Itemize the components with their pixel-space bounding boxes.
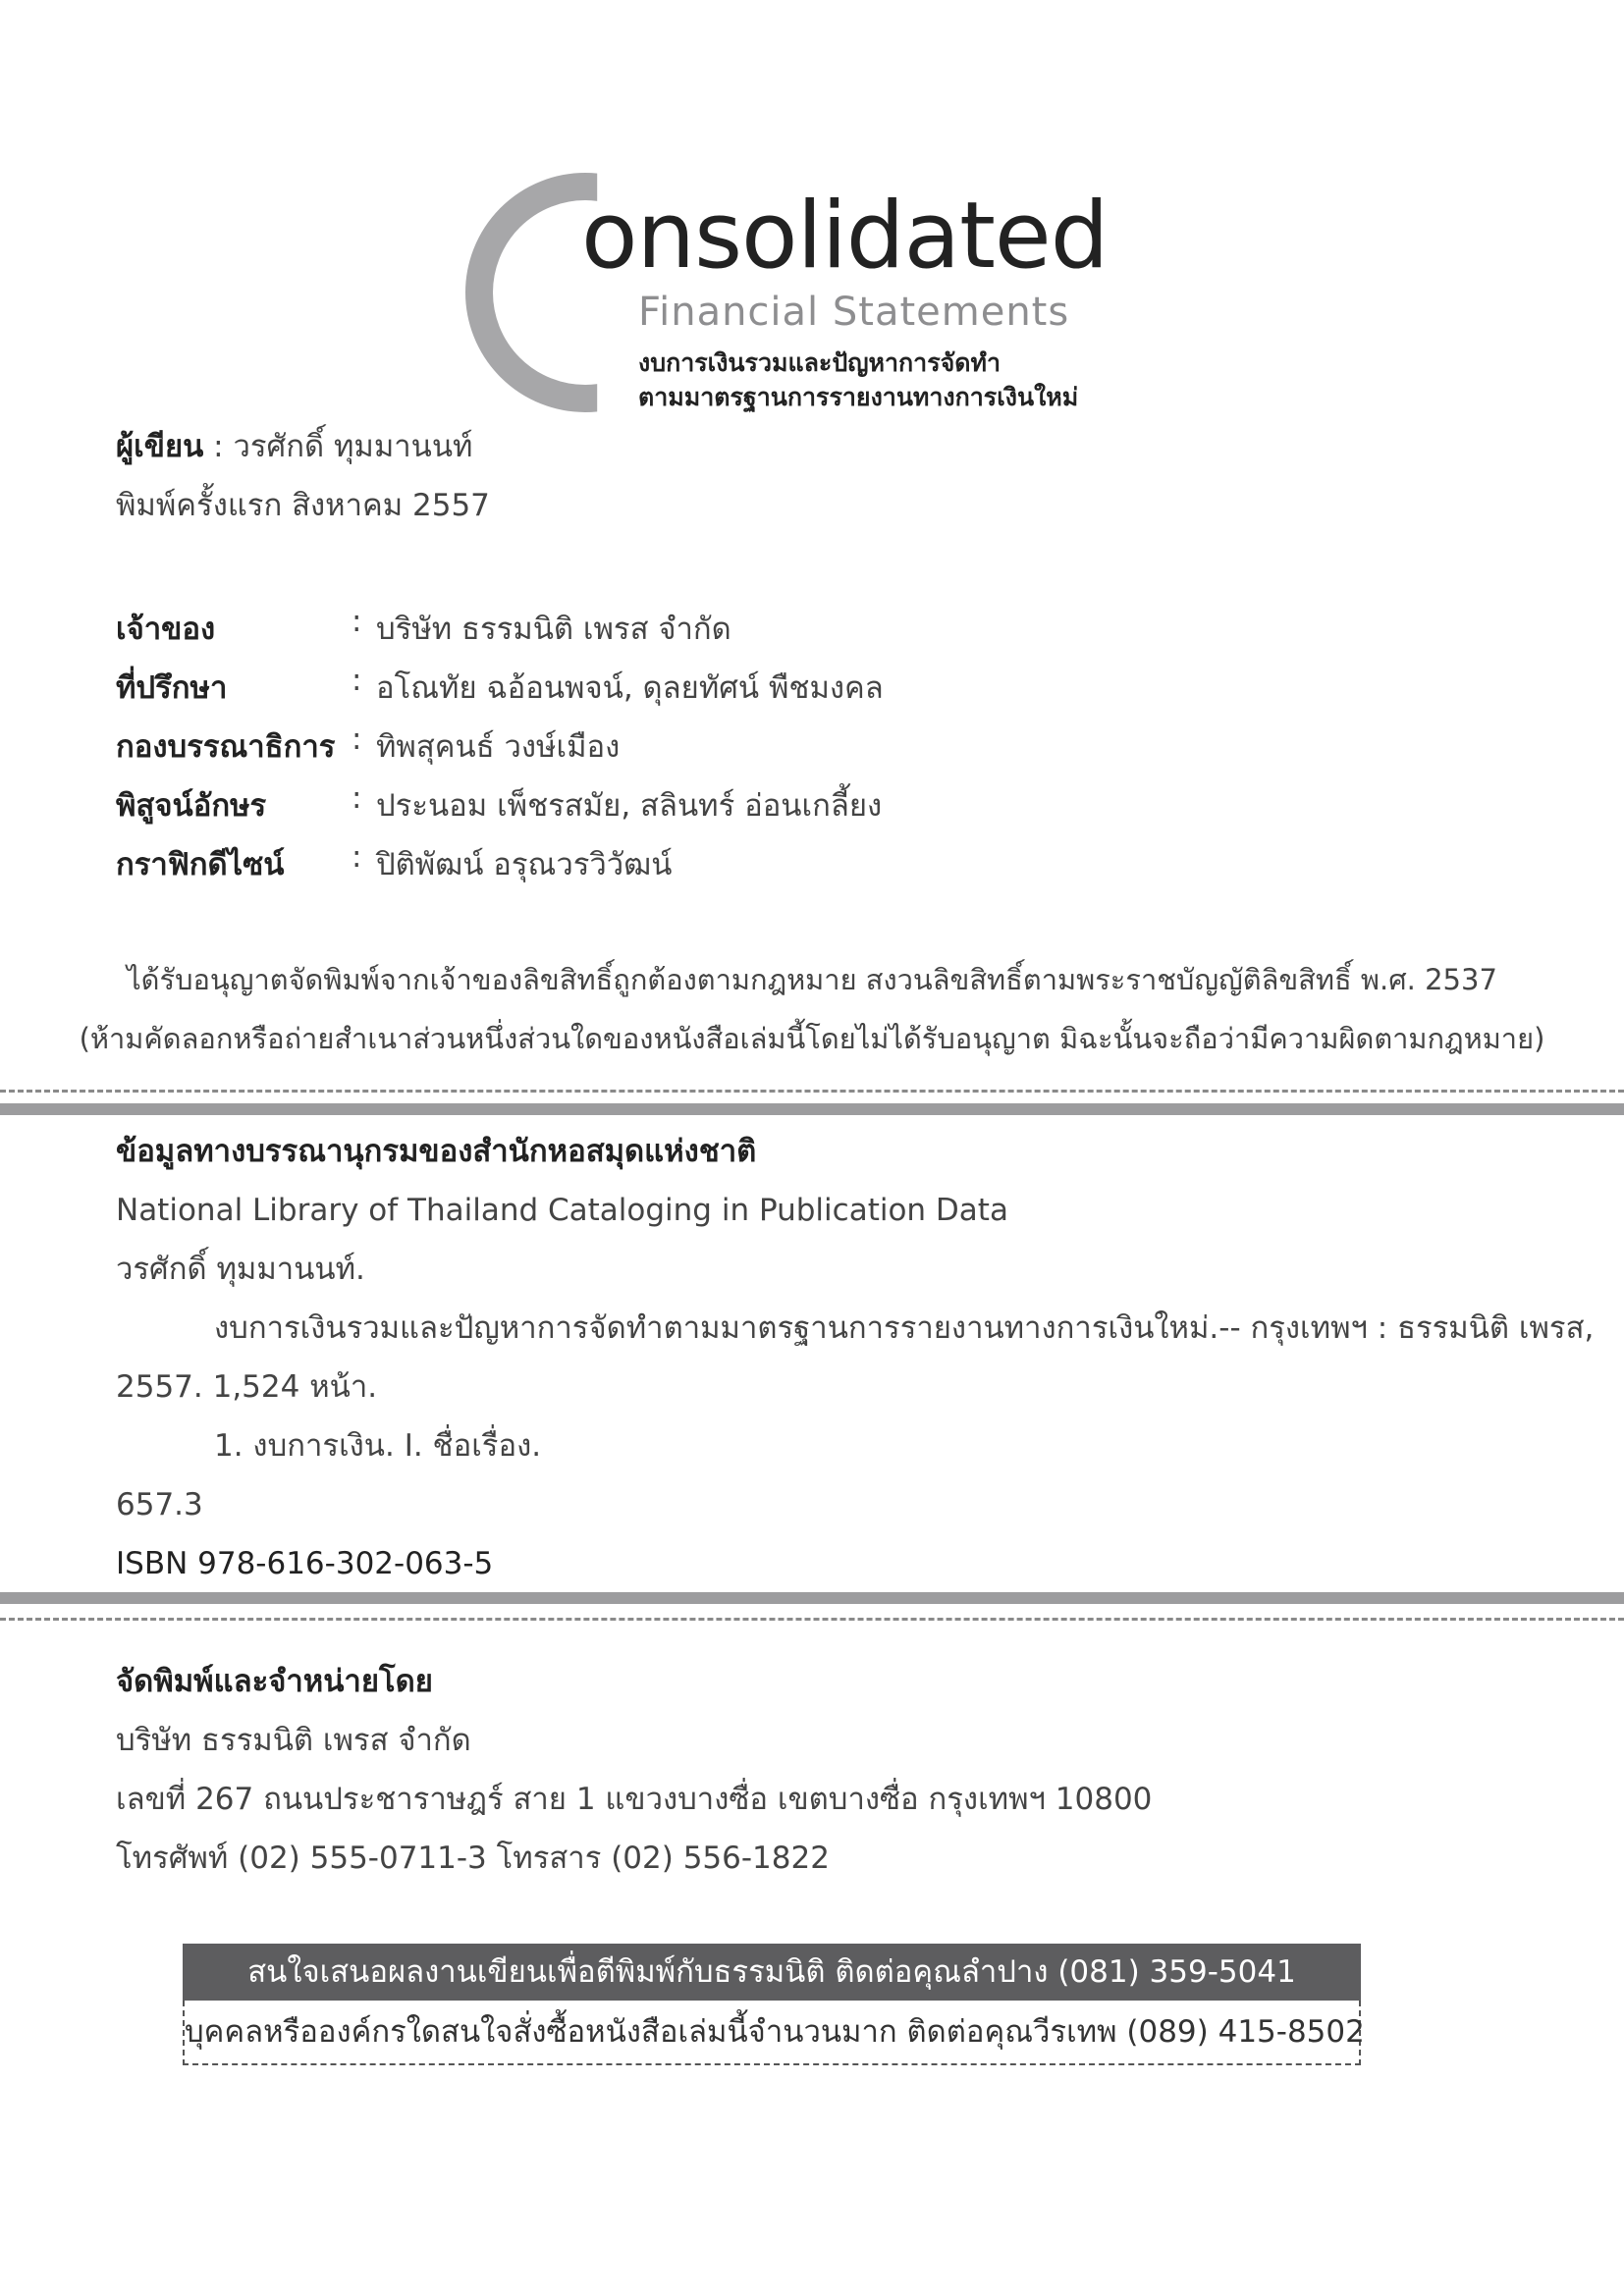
cip-publication: 2557. 1,524 หน้า.: [116, 1369, 378, 1405]
publisher-heading: จัดพิมพ์และจำหน่ายโดย: [116, 1664, 433, 1699]
publisher-address: เลขที่ 267 ถนนประชาราษฎร์ สาย 1 แขวงบางซื่อ เขตบางซื่อ กรุงเทพฯ 10800: [116, 1782, 1153, 1817]
logo-thai-line2: ตามมาตรฐานการรายงานทางการเงินใหม่: [638, 383, 1079, 411]
author-sep: :: [203, 429, 234, 464]
copyright-line1: ได้รับอนุญาตจัดพิมพ์จากเจ้าของลิขสิทธิ์ถูกต้องตามกฎหมาย สงวนลิขสิทธิ์ตามพระราชบัญญัติลิขสิทธิ์ พ.ศ. 2537: [127, 963, 1497, 996]
credit-value: ทิพสุคนธ์ วงษ์เมือง: [376, 729, 621, 765]
cip-english: National Library of Thailand Cataloging in Publication Data: [116, 1193, 1008, 1228]
publisher-name: บริษัท ธรรมนิติ เพรส จำกัด: [116, 1723, 471, 1758]
contact-banner: [183, 1944, 1365, 2067]
isbn: ISBN 978-616-302-063-5: [116, 1546, 494, 1581]
copyright-line2: (ห้ามคัดลอกหรือถ่ายสำเนาส่วนหนึ่งส่วนใดของหนังสือเล่มนี้โดยไม่ได้รับอนุญาต มิฉะนั้นจะถือว่ามีความผิดตามกฎหมาย): [79, 1022, 1545, 1055]
dashed-divider: [0, 1618, 1624, 1621]
cip-subject: 1. งบการเงิน. I. ชื่อเรื่อง.: [214, 1428, 542, 1464]
credit-value: ปิติพัฒน์ อรุณวรวิวัฒน์: [376, 847, 673, 882]
credit-label: พิสูจน์อักษร: [116, 788, 267, 824]
author-label: ผู้เขียน: [116, 429, 204, 464]
banner-submit-work: สนใจเสนอผลงานเขียนเพื่อตีพิมพ์กับธรรมนิติ ติดต่อคุณลำปาง (081) 359-5041: [183, 1944, 1361, 2001]
credit-value: ประนอม เพ็ชรสมัย, สลินทร์ อ่อนเกลี้ยง: [376, 788, 883, 824]
logo-subtitle: Financial Statements: [638, 290, 1070, 335]
credit-sep: :: [352, 780, 362, 816]
logo-word: onsolidated: [581, 183, 1109, 290]
edition-line: พิมพ์ครั้งแรก สิงหาคม 2557: [116, 488, 490, 523]
credit-label: ที่ปรึกษา: [116, 670, 228, 706]
credit-sep: :: [352, 839, 362, 875]
credit-value: อโณทัย ฉอ้อนพจน์, ดุลยทัศน์ พืชมงคล: [376, 670, 884, 706]
dashed-divider: [0, 1090, 1624, 1093]
credit-label: เจ้าของ: [116, 612, 216, 647]
cip-author: วรศักดิ์ ทุมมานนท์.: [116, 1252, 365, 1287]
credit-sep: :: [352, 604, 362, 639]
cip-title: งบการเงินรวมและปัญหาการจัดทำตามมาตรฐานการรายงานทางการเงินใหม่.-- กรุงเทพฯ : ธรรมนิติ เพรส,: [214, 1310, 1595, 1346]
credit-label: กองบรรณาธิการ: [116, 729, 336, 765]
author-line: [116, 429, 473, 464]
author-name: วรศักดิ์ ทุมมานนท์: [233, 429, 473, 464]
cip-heading: ข้อมูลทางบรรณานุกรมของสำนักหอสมุดแห่งชาติ: [116, 1134, 757, 1169]
gray-rule: [0, 1103, 1624, 1115]
credit-sep: :: [352, 721, 362, 757]
credit-value: บริษัท ธรรมนิติ เพรส จำกัด: [376, 612, 731, 647]
credit-label: กราฟิกดีไซน์: [116, 847, 285, 882]
credit-sep: :: [352, 663, 362, 698]
logo-thai-line1: งบการเงินรวมและปัญหาการจัดทำ: [638, 348, 1001, 377]
banner-bulk-order: บุคคลหรือองค์กรใดสนใจสั่งซื้อหนังสือเล่มนี้จำนวนมาก ติดต่อคุณวีรเทพ (089) 415-8502: [183, 2001, 1361, 2065]
cip-class-number: 657.3: [116, 1487, 203, 1522]
book-logo: [452, 167, 1119, 412]
gray-rule: [0, 1592, 1624, 1604]
publisher-phone: โทรศัพท์ (02) 555-0711-3 โทรสาร (02) 556-1822: [116, 1841, 830, 1876]
